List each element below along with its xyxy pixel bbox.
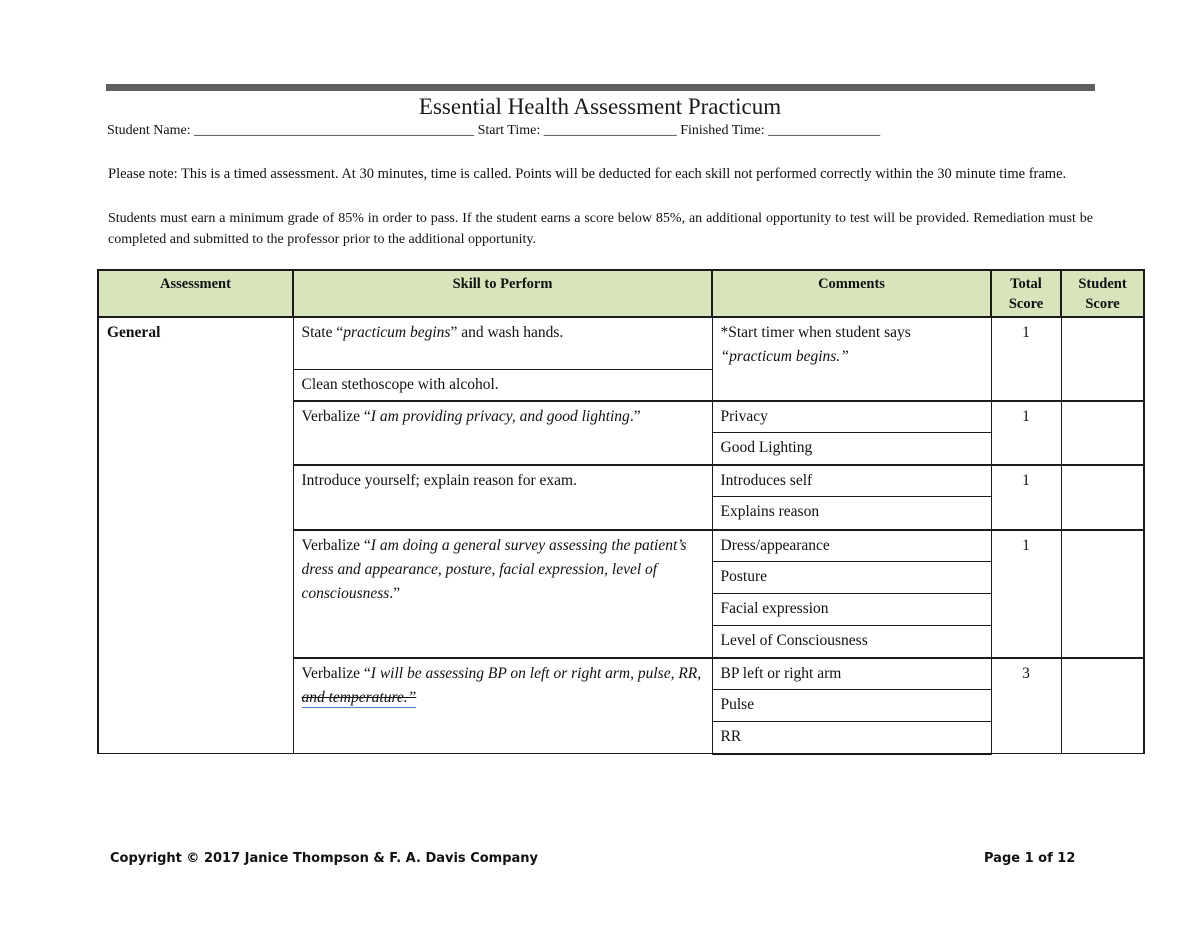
comment-posture: Posture <box>712 562 991 594</box>
grade-note: Students must earn a minimum grade of 85% in order to pass. If the student earns a score below 85%, an additional opportunity to test will be provided. Remediation must be completed and submitted to the professor prior to the additional opportunity. <box>108 211 1093 247</box>
total-score-cell: 1 <box>991 530 1061 658</box>
table-row <box>98 317 1144 369</box>
comment-good-lighting: Good Lighting <box>712 433 991 465</box>
comment-bp-arm: BP left or right arm <box>712 658 991 690</box>
skill-state-practicum: State “practicum begins” and wash hands. <box>293 317 712 369</box>
total-score-cell: 3 <box>991 658 1061 754</box>
comment-introduces-self: Introduces self <box>712 465 991 497</box>
header-skill: Skill to Perform <box>293 270 712 317</box>
total-score-cell: 1 <box>991 465 1061 530</box>
student-score-cell[interactable] <box>1061 401 1144 465</box>
skill-introduce-yourself: Introduce yourself; explain reason for exam. <box>293 465 712 530</box>
comment-pulse: Pulse <box>712 690 991 722</box>
header-comments: Comments <box>712 270 991 317</box>
student-info-line: Student Name: ________________________________________ Start Time: ___________________ Finished Time: ________________ <box>107 123 881 138</box>
comment-level-of-consciousness: Level of Consciousness <box>712 626 991 658</box>
header-student-score: Student Score <box>1061 270 1144 317</box>
total-score-cell: 1 <box>991 401 1061 465</box>
comment-start-timer: *Start timer when student says “practicum begins.” <box>712 317 991 401</box>
student-score-cell[interactable] <box>1061 530 1144 658</box>
table-header-row <box>98 270 1144 317</box>
skill-assess-bp: Verbalize “I will be assessing BP on left or right arm, pulse, RR, and temperature.” <box>293 658 712 754</box>
comment-facial-expression: Facial expression <box>712 594 991 626</box>
student-score-cell[interactable] <box>1061 465 1144 530</box>
skill-general-survey: Verbalize “I am doing a general survey assessing the patient’s dress and appearance, posture, facial expression, level of consciousness.” <box>293 530 712 658</box>
header-assessment: Assessment <box>98 270 293 317</box>
comment-explains-reason: Explains reason <box>712 497 991 530</box>
student-score-cell[interactable] <box>1061 658 1144 754</box>
assessment-general: General <box>98 317 293 754</box>
document-title: Essential Health Assessment Practicum <box>418 94 782 119</box>
timed-note: Please note: This is a timed assessment. At 30 minutes, time is called. Points will be deducted for each skill not performed correctly within the 30 minute time frame. <box>108 166 1067 182</box>
top-rule <box>106 84 1095 91</box>
total-score-cell: 1 <box>991 317 1061 401</box>
comment-rr: RR <box>712 722 991 754</box>
assessment-table <box>97 269 1145 755</box>
comment-dress-appearance: Dress/appearance <box>712 530 991 562</box>
header-total-score: Total Score <box>991 270 1061 317</box>
skill-verbalize-privacy: Verbalize “I am providing privacy, and good lighting.” <box>293 401 712 465</box>
footer-page-number: Page 1 of 12 <box>984 851 1076 866</box>
skill-clean-stethoscope: Clean stethoscope with alcohol. <box>293 369 712 401</box>
comment-privacy: Privacy <box>712 401 991 433</box>
footer-copyright: Copyright © 2017 Janice Thompson & F. A. Davis Company <box>110 851 539 866</box>
student-score-cell[interactable] <box>1061 317 1144 401</box>
